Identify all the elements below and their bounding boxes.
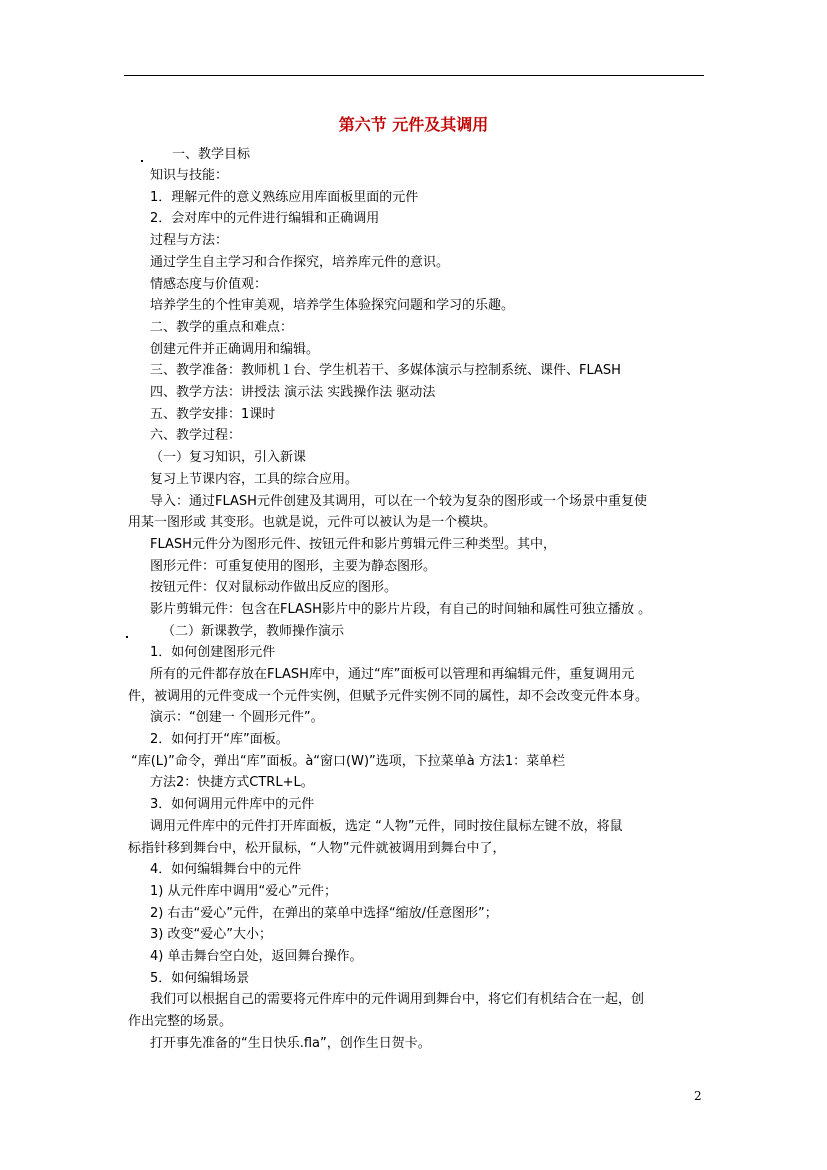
text-line: 调用元件库中的元件打开库面板，选定 “人物”元件，同时按住鼠标左键不放，将鼠: [150, 819, 623, 834]
text-line: 五、教学安排：1课时: [150, 407, 276, 422]
text-line: 4．如何编辑舞台中的元件: [150, 862, 302, 877]
text-line: 三、教学准备：教师机１台、学生机若干、多媒体演示与控制系统、课件、FLASH: [150, 363, 621, 378]
text-line: 用某一图形或 其变形。也就是说，元件可以被认为是一个模块。: [128, 515, 497, 530]
text-line: 1．如何创建图形元件: [150, 645, 276, 660]
text-line: 标指针移到舞台中，松开鼠标，“人物”元件就被调用到舞台中了，: [128, 841, 506, 856]
header-rule: [124, 75, 704, 76]
text-line: 一、教学目标: [172, 147, 251, 162]
text-line: 所有的元件都存放在FLASH库中，通过“库”面板可以管理和再编辑元件，重复调用元: [150, 667, 635, 682]
text-line: 创建元件并正确调用和编辑。: [150, 342, 320, 357]
text-line: （二）新课教学，教师操作演示: [162, 624, 345, 639]
text-line: “库(L)”命令，弹出“库”面板。à“窗口(W)”选项，下拉菜单à 方法1：菜单栏: [131, 754, 566, 769]
text-line: 方法2：快捷方式CTRL+L。: [150, 775, 314, 790]
text-line: 2．会对库中的元件进行编辑和正确调用: [150, 211, 380, 226]
stray-dot: [126, 636, 128, 638]
text-line: 2．如何打开“库”面板。: [150, 732, 289, 747]
text-line: 作出完整的场景。: [128, 1014, 233, 1029]
text-line: 图形元件：可重复使用的图形，主要为静态图形。: [150, 559, 437, 574]
text-line: （一）复习知识，引入新课: [150, 450, 307, 465]
page-number: 2: [694, 1089, 702, 1103]
text-line: 4) 单击舞台空白处，返回舞台操作。: [150, 949, 363, 964]
text-line: 六、教学过程：: [150, 428, 242, 443]
text-line: 二、教学的重点和难点：: [150, 320, 294, 335]
text-line: 件，被调用的元件变成一个元件实例，但赋予元件实例不同的属性，却不会改变元件本身。: [128, 689, 649, 704]
text-line: 我们可以根据自己的需要将元件库中的元件调用到舞台中，将它们有机结合在一起，创: [150, 992, 645, 1007]
text-line: 5．如何编辑场景: [150, 971, 250, 986]
text-line: 2) 右击“爱心”元件，在弹出的菜单中选择“缩放/任意图形”；: [150, 906, 498, 921]
stray-dot: [141, 160, 143, 162]
text-line: 知识与技能：: [150, 168, 229, 183]
text-line: 3) 改变“爱心”大小；: [150, 927, 272, 942]
text-line: 1．理解元件的意义熟练应用库面板里面的元件: [150, 190, 419, 205]
text-line: FLASH元件分为图形元件、按钮元件和影片剪辑元件三种类型。其中，: [150, 537, 556, 552]
page-title: 第六节 元件及其调用: [338, 115, 489, 134]
text-line: 过程与方法：: [150, 233, 229, 248]
text-line: 3．如何调用元件库中的元件: [150, 797, 315, 812]
text-line: 按钮元件：仅对鼠标动作做出反应的图形。: [150, 580, 398, 595]
text-line: 培养学生的个性审美观，培养学生体验探究问题和学习的乐趣。: [150, 298, 515, 313]
text-line: 影片剪辑元件：包含在FLASH影片中的影片片段，有自己的时间轴和属性可独立播放 。: [150, 602, 652, 617]
text-line: 四、教学方法：讲授法 演示法 实践操作法 驱动法: [150, 385, 436, 400]
text-line: 1) 从元件库中调用“爱心”元件；: [150, 884, 337, 899]
text-line: 导入：通过FLASH元件创建及其调用，可以在一个较为复杂的图形或一个场景中重复使: [150, 494, 647, 509]
text-line: 打开事先准备的“生日快乐.fla”，创作生日贺卡。: [150, 1036, 431, 1051]
text-line: 演示：“创建一 个圆形元件”。: [150, 710, 324, 725]
text-line: 复习上节课内容，工具的综合应用。: [150, 472, 359, 487]
text-line: 情感态度与价值观：: [150, 277, 268, 292]
text-line: 通过学生自主学习和合作探究，培养库元件的意识。: [150, 255, 450, 270]
